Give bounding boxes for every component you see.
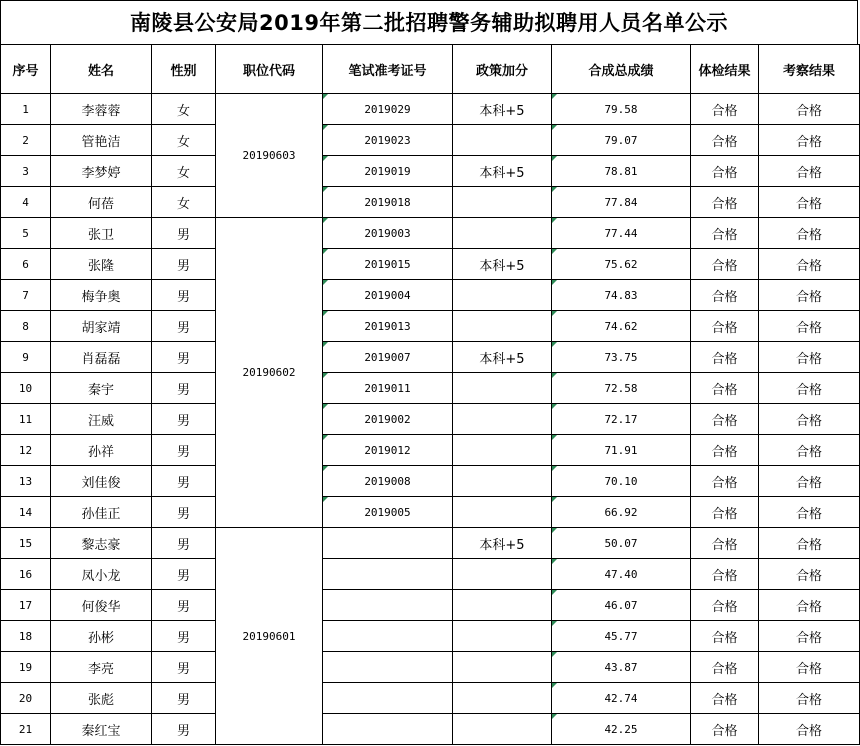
cell-medical-result[interactable]: 合格 <box>691 466 759 497</box>
cell-ticket-no[interactable] <box>323 528 453 559</box>
cell-policy-bonus[interactable] <box>453 683 552 714</box>
cell-review-result[interactable]: 合格 <box>759 404 860 435</box>
cell-policy-bonus[interactable] <box>453 466 552 497</box>
table-row <box>1 218 860 249</box>
cell-ticket-no[interactable]: 2019011 <box>323 373 453 404</box>
cell-position-code[interactable]: 20190603 <box>216 94 323 218</box>
cell-medical-result[interactable]: 合格 <box>691 187 759 218</box>
cell-seq[interactable]: 11 <box>1 404 51 435</box>
cell-name[interactable]: 张隆 <box>51 249 152 280</box>
table-row <box>1 187 860 218</box>
cell-total-score[interactable]: 42.74 <box>552 683 691 714</box>
cell-name[interactable]: 秦宇 <box>51 373 152 404</box>
cell-name[interactable]: 何蓓 <box>51 187 152 218</box>
cell-name[interactable]: 肖磊磊 <box>51 342 152 373</box>
cell-review-result[interactable]: 合格 <box>759 187 860 218</box>
cell-seq[interactable]: 3 <box>1 156 51 187</box>
cell-medical-result[interactable]: 合格 <box>691 373 759 404</box>
cell-seq[interactable]: 17 <box>1 590 51 621</box>
cell-ticket-no[interactable]: 2019003 <box>323 218 453 249</box>
cell-review-result[interactable]: 合格 <box>759 311 860 342</box>
cell-ticket-no[interactable] <box>323 714 453 745</box>
cell-gender[interactable]: 男 <box>152 683 216 714</box>
cell-gender[interactable]: 男 <box>152 466 216 497</box>
cell-ticket-no[interactable] <box>323 559 453 590</box>
cell-total-score[interactable]: 72.17 <box>552 404 691 435</box>
cell-ticket-no[interactable]: 2019012 <box>323 435 453 466</box>
cell-policy-bonus[interactable] <box>453 373 552 404</box>
cell-policy-bonus[interactable]: 本科+5 <box>453 342 552 373</box>
cell-gender[interactable]: 男 <box>152 280 216 311</box>
cell-medical-result[interactable]: 合格 <box>691 621 759 652</box>
cell-review-result[interactable]: 合格 <box>759 590 860 621</box>
cell-medical-result[interactable]: 合格 <box>691 435 759 466</box>
cell-ticket-no[interactable] <box>323 590 453 621</box>
header-position-code[interactable]: 职位代码 <box>216 45 323 94</box>
cell-review-result[interactable]: 合格 <box>759 497 860 528</box>
cell-review-result[interactable]: 合格 <box>759 714 860 745</box>
cell-total-score[interactable]: 75.62 <box>552 249 691 280</box>
cell-review-result[interactable]: 合格 <box>759 683 860 714</box>
cell-gender[interactable]: 男 <box>152 621 216 652</box>
cell-name[interactable]: 孙祥 <box>51 435 152 466</box>
cell-medical-result[interactable]: 合格 <box>691 125 759 156</box>
cell-ticket-no[interactable]: 2019015 <box>323 249 453 280</box>
table-row <box>1 652 860 683</box>
cell-total-score[interactable]: 73.75 <box>552 342 691 373</box>
cell-ticket-no[interactable]: 2019013 <box>323 311 453 342</box>
cell-total-score[interactable]: 43.87 <box>552 652 691 683</box>
cell-gender[interactable]: 男 <box>152 590 216 621</box>
cell-seq[interactable]: 7 <box>1 280 51 311</box>
cell-medical-result[interactable]: 合格 <box>691 342 759 373</box>
cell-name[interactable]: 胡家靖 <box>51 311 152 342</box>
cell-review-result[interactable]: 合格 <box>759 218 860 249</box>
cell-medical-result[interactable]: 合格 <box>691 497 759 528</box>
cell-total-score[interactable]: 42.25 <box>552 714 691 745</box>
cell-total-score[interactable]: 79.07 <box>552 125 691 156</box>
cell-policy-bonus[interactable] <box>453 187 552 218</box>
cell-medical-result[interactable]: 合格 <box>691 714 759 745</box>
cell-total-score[interactable]: 72.58 <box>552 373 691 404</box>
table-row <box>1 249 860 280</box>
cell-policy-bonus[interactable] <box>453 497 552 528</box>
cell-seq[interactable]: 4 <box>1 187 51 218</box>
cell-policy-bonus[interactable] <box>453 218 552 249</box>
cell-name[interactable]: 李梦婷 <box>51 156 152 187</box>
cell-name[interactable]: 张卫 <box>51 218 152 249</box>
cell-name[interactable]: 刘佳俊 <box>51 466 152 497</box>
table-row <box>1 559 860 590</box>
table-row <box>1 714 860 745</box>
cell-total-score[interactable]: 46.07 <box>552 590 691 621</box>
cell-seq[interactable]: 16 <box>1 559 51 590</box>
cell-gender[interactable]: 男 <box>152 404 216 435</box>
cell-name[interactable]: 孙佳正 <box>51 497 152 528</box>
cell-seq[interactable]: 9 <box>1 342 51 373</box>
cell-name[interactable]: 李亮 <box>51 652 152 683</box>
cell-gender[interactable]: 男 <box>152 373 216 404</box>
cell-total-score[interactable]: 79.58 <box>552 94 691 125</box>
cell-gender[interactable]: 女 <box>152 125 216 156</box>
cell-review-result[interactable]: 合格 <box>759 435 860 466</box>
cell-policy-bonus[interactable] <box>453 435 552 466</box>
cell-policy-bonus[interactable] <box>453 125 552 156</box>
cell-review-result[interactable]: 合格 <box>759 652 860 683</box>
cell-name[interactable]: 管艳洁 <box>51 125 152 156</box>
cell-ticket-no[interactable]: 2019005 <box>323 497 453 528</box>
cell-total-score[interactable]: 78.81 <box>552 156 691 187</box>
cell-total-score[interactable]: 74.83 <box>552 280 691 311</box>
cell-policy-bonus[interactable]: 本科+5 <box>453 528 552 559</box>
cell-gender[interactable]: 男 <box>152 435 216 466</box>
cell-medical-result[interactable]: 合格 <box>691 94 759 125</box>
cell-ticket-no[interactable] <box>323 621 453 652</box>
cell-gender[interactable]: 男 <box>152 218 216 249</box>
cell-medical-result[interactable]: 合格 <box>691 218 759 249</box>
header-ticket-no[interactable]: 笔试准考证号 <box>323 45 453 94</box>
cell-policy-bonus[interactable]: 本科+5 <box>453 94 552 125</box>
cell-policy-bonus[interactable] <box>453 652 552 683</box>
cell-seq[interactable]: 19 <box>1 652 51 683</box>
cell-policy-bonus[interactable]: 本科+5 <box>453 156 552 187</box>
cell-policy-bonus[interactable] <box>453 714 552 745</box>
cell-policy-bonus[interactable] <box>453 559 552 590</box>
cell-policy-bonus[interactable] <box>453 590 552 621</box>
cell-medical-result[interactable]: 合格 <box>691 559 759 590</box>
header-review-result[interactable]: 考察结果 <box>759 45 860 94</box>
cell-gender[interactable]: 男 <box>152 497 216 528</box>
cell-total-score[interactable]: 50.07 <box>552 528 691 559</box>
cell-review-result[interactable]: 合格 <box>759 466 860 497</box>
results-table <box>0 44 860 745</box>
cell-review-result[interactable]: 合格 <box>759 528 860 559</box>
cell-name[interactable]: 秦红宝 <box>51 714 152 745</box>
cell-seq[interactable]: 15 <box>1 528 51 559</box>
cell-name[interactable]: 孙彬 <box>51 621 152 652</box>
table-row <box>1 373 860 404</box>
cell-total-score[interactable]: 77.44 <box>552 218 691 249</box>
table-row <box>1 311 860 342</box>
cell-review-result[interactable]: 合格 <box>759 280 860 311</box>
header-name[interactable]: 姓名 <box>51 45 152 94</box>
cell-gender[interactable]: 男 <box>152 249 216 280</box>
cell-gender[interactable]: 男 <box>152 559 216 590</box>
cell-gender[interactable]: 男 <box>152 652 216 683</box>
cell-seq[interactable]: 2 <box>1 125 51 156</box>
cell-seq[interactable]: 13 <box>1 466 51 497</box>
header-row <box>1 45 860 94</box>
cell-ticket-no[interactable] <box>323 683 453 714</box>
cell-seq[interactable]: 5 <box>1 218 51 249</box>
cell-review-result[interactable]: 合格 <box>759 559 860 590</box>
cell-seq[interactable]: 8 <box>1 311 51 342</box>
cell-medical-result[interactable]: 合格 <box>691 652 759 683</box>
table-row <box>1 280 860 311</box>
cell-name[interactable]: 梅争奥 <box>51 280 152 311</box>
cell-name[interactable]: 何俊华 <box>51 590 152 621</box>
cell-gender[interactable]: 男 <box>152 311 216 342</box>
cell-medical-result[interactable]: 合格 <box>691 311 759 342</box>
cell-review-result[interactable]: 合格 <box>759 373 860 404</box>
cell-medical-result[interactable]: 合格 <box>691 404 759 435</box>
cell-gender[interactable]: 女 <box>152 94 216 125</box>
cell-seq[interactable]: 12 <box>1 435 51 466</box>
table-row <box>1 528 860 559</box>
cell-ticket-no[interactable]: 2019019 <box>323 156 453 187</box>
cell-gender[interactable]: 男 <box>152 342 216 373</box>
cell-seq[interactable]: 6 <box>1 249 51 280</box>
cell-total-score[interactable]: 70.10 <box>552 466 691 497</box>
table-row <box>1 590 860 621</box>
cell-seq[interactable]: 14 <box>1 497 51 528</box>
header-gender[interactable]: 性别 <box>152 45 216 94</box>
table-row <box>1 404 860 435</box>
table-row <box>1 435 860 466</box>
table-row <box>1 342 860 373</box>
header-total-score[interactable]: 合成总成绩 <box>552 45 691 94</box>
table-row <box>1 125 860 156</box>
page-title: 南陵县公安局2019年第二批招聘警务辅助拟聘用人员名单公示 <box>0 0 858 44</box>
header-seq[interactable]: 序号 <box>1 45 51 94</box>
cell-policy-bonus[interactable] <box>453 404 552 435</box>
cell-total-score[interactable]: 77.84 <box>552 187 691 218</box>
header-medical-result[interactable]: 体检结果 <box>691 45 759 94</box>
table-row <box>1 683 860 714</box>
cell-ticket-no[interactable]: 2019018 <box>323 187 453 218</box>
table-row <box>1 466 860 497</box>
cell-position-code[interactable]: 20190601 <box>216 528 323 745</box>
cell-policy-bonus[interactable] <box>453 621 552 652</box>
cell-ticket-no[interactable]: 2019002 <box>323 404 453 435</box>
table-row <box>1 156 860 187</box>
cell-gender[interactable]: 女 <box>152 156 216 187</box>
table-row <box>1 497 860 528</box>
cell-gender[interactable]: 女 <box>152 187 216 218</box>
table-row <box>1 621 860 652</box>
header-policy-bonus[interactable]: 政策加分 <box>453 45 552 94</box>
cell-ticket-no[interactable]: 2019029 <box>323 94 453 125</box>
cell-gender[interactable]: 男 <box>152 528 216 559</box>
cell-medical-result[interactable]: 合格 <box>691 590 759 621</box>
cell-seq[interactable]: 10 <box>1 373 51 404</box>
cell-name[interactable]: 汪威 <box>51 404 152 435</box>
cell-ticket-no[interactable]: 2019007 <box>323 342 453 373</box>
cell-total-score[interactable]: 71.91 <box>552 435 691 466</box>
cell-gender[interactable]: 男 <box>152 714 216 745</box>
cell-name[interactable]: 凤小龙 <box>51 559 152 590</box>
cell-medical-result[interactable]: 合格 <box>691 683 759 714</box>
cell-ticket-no[interactable]: 2019008 <box>323 466 453 497</box>
cell-review-result[interactable]: 合格 <box>759 342 860 373</box>
cell-review-result[interactable]: 合格 <box>759 621 860 652</box>
cell-seq[interactable]: 18 <box>1 621 51 652</box>
cell-medical-result[interactable]: 合格 <box>691 280 759 311</box>
cell-name[interactable]: 黎志豪 <box>51 528 152 559</box>
cell-name[interactable]: 张彪 <box>51 683 152 714</box>
cell-name[interactable]: 李蓉蓉 <box>51 94 152 125</box>
cell-seq[interactable]: 21 <box>1 714 51 745</box>
cell-seq[interactable]: 1 <box>1 94 51 125</box>
cell-total-score[interactable]: 66.92 <box>552 497 691 528</box>
cell-seq[interactable]: 20 <box>1 683 51 714</box>
cell-total-score[interactable]: 74.62 <box>552 311 691 342</box>
cell-ticket-no[interactable]: 2019023 <box>323 125 453 156</box>
cell-review-result[interactable]: 合格 <box>759 94 860 125</box>
cell-review-result[interactable]: 合格 <box>759 156 860 187</box>
cell-medical-result[interactable]: 合格 <box>691 249 759 280</box>
cell-medical-result[interactable]: 合格 <box>691 156 759 187</box>
cell-medical-result[interactable]: 合格 <box>691 528 759 559</box>
cell-policy-bonus[interactable]: 本科+5 <box>453 249 552 280</box>
cell-review-result[interactable]: 合格 <box>759 125 860 156</box>
cell-total-score[interactable]: 45.77 <box>552 621 691 652</box>
table-row <box>1 94 860 125</box>
cell-review-result[interactable]: 合格 <box>759 249 860 280</box>
cell-total-score[interactable]: 47.40 <box>552 559 691 590</box>
cell-policy-bonus[interactable] <box>453 311 552 342</box>
cell-policy-bonus[interactable] <box>453 280 552 311</box>
cell-ticket-no[interactable]: 2019004 <box>323 280 453 311</box>
cell-ticket-no[interactable] <box>323 652 453 683</box>
cell-position-code[interactable]: 20190602 <box>216 218 323 528</box>
